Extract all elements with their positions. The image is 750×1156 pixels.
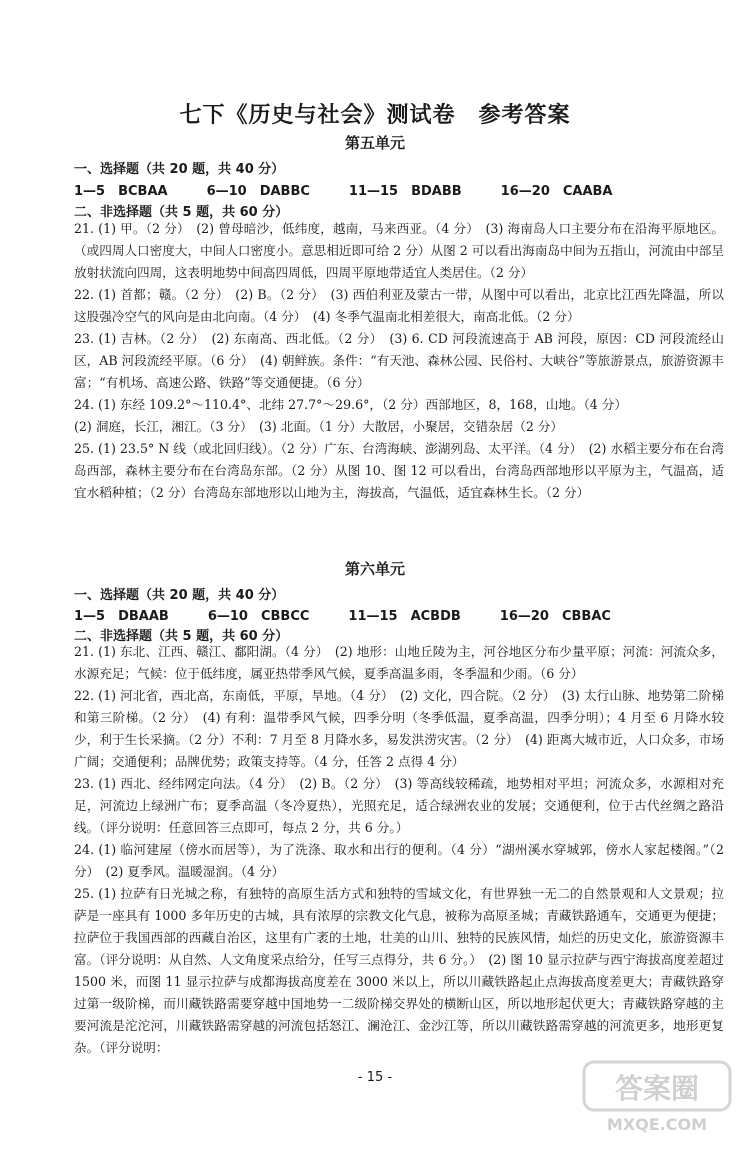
unit5-choice-section: 一、选择题（共 20 题，共 40 分） [74, 162, 285, 177]
unit5-q21: 21. (1) 甲。（2 分） (2) 曾母暗沙，低纬度，越南，马来西亚。（4 分） (3) 海南岛人口主要分布在沿海平原地区。（或四周人口密度大，中间人口密度小。意思相近即可给 2 分）从图 2 可以看出海南岛中间为五指山，河流由中部呈放射状流向四周，这表明地势中间高四周低，四周平原地带适宜人类居住。（2 分） [74, 221, 724, 280]
unit5-choice-answers: 1—5 BCBAA 6—10 DABBC 11—15 BDABB 16—20 CAABA [74, 184, 613, 199]
unit6-q25: 25. (1) 拉萨有日光城之称，有独特的高原生活方式和独特的雪域文化，有世界独一无二的自然景观和人文景观；拉萨是一座具有 1000 多年历史的古城，具有浓厚的宗教文化气息，被称为高原圣城；青藏铁路通车，交通更为便捷；拉萨位于我国西部的西藏自治区，这里有广袤的土地，壮美的山川、独特的民族风情，灿烂的历史文化，旅游资源丰富。（评分说明：从自然、人文角度采点给分，任写三点得分，共 6 分。） (2) 图 10 显示拉萨与西宁海拔高度差超过 1500 米，而图 11 显示拉萨与成都海拔高度差在 3000 米以上，所以川藏铁路起止点海拔高度差更大；青藏铁路穿过第一级阶梯，而川藏铁路需要穿越中国地势一二级阶梯交界处的横断山区，所以地形起伏更大；青藏铁路穿越的主要河流是沱沱河，川藏铁路需穿越的河流包括怒江、澜沧江、金沙江等，所以川藏铁路需穿越的河流更多，地形更复杂。（评分说明： [74, 886, 724, 1055]
unit6-q22: 22. (1) 河北省，西北高，东南低，平原，旱地。（4 分） (2) 文化，四合院。（2 分） (3) 太行山脉、地势第二阶梯和第三阶梯。（2 分） (4) 有利：温带季风气候，四季分明（冬季低温，夏季高温，四季分明）；4 月至 6 月降水较少，利于生长采摘。（2 分）不利：7 月至 8 月降水多，易发洪涝灾害。（2 分） (4) 距离大城市近，人口众多，市场广阔；交通便利；品牌优势；政策支持等。（4 分，任答 2 点得 4 分） [74, 688, 724, 769]
unit5-answers [74, 218, 724, 504]
watermark-bottom-text: MXQE.COM [606, 1115, 708, 1134]
unit6-heading: 第六单元 [344, 560, 405, 578]
unit6-q21: 21. (1) 东北、江西、赣江、鄱阳湖。（4 分） (2) 地形：山地丘陵为主，河谷地区分布少量平原；河流：河流众多，水源充足；气候：位于低纬度，属亚热带季风气候，夏季高温多雨，冬季温和少雨。（6 分） [74, 644, 724, 681]
unit6-nonchoice-section: 二、非选择题（共 5 题，共 60 分） [74, 629, 289, 644]
page-number: - 15 - [357, 1070, 393, 1085]
unit5-heading: 第五单元 [344, 134, 405, 152]
unit5-nonchoice-section: 二、非选择题（共 5 题，共 60 分） [74, 205, 289, 220]
unit5-q24b: (2) 洞庭，长江，湘江。（3 分） (3) 北面。（1 分）大散居，小聚居，交错杂居（2 分） [74, 419, 564, 434]
unit5-q25: 25. (1) 23.5° N 线（或北回归线）。（2 分）广东、台湾海峡、澎湖列岛、太平洋。（4 分） (2) 水稻主要分布在台湾岛西部，森林主要分布在台湾岛东部。（2 分）从图 10、图 12 可以看出，台湾岛西部地形以平原为主，气温高，适宜水稻种植；（2 分）台湾岛东部地形以山地为主，海拔高，气温低，适宜森林生长。（2 分） [74, 441, 724, 500]
unit6-q23: 23. (1) 西北、经纬网定向法。（4 分） (2) B。（2 分） (3) 等高线较稀疏，地势相对平坦；河流众多，水源相对充足，河流边上绿洲广布；夏季高温（冬冷夏热），光照充足，适合绿洲农业的发展；交通便利，位于古代丝绸之路沿线。（评分说明：任意回答三点即可，每点 2 分，共 6 分。） [74, 776, 724, 835]
watermark-logo [582, 1056, 732, 1136]
unit6-choice-answers: 1—5 DBAAB 6—10 CBBCC 11—15 ACBDB 16—20 CBBAC [74, 609, 611, 624]
unit5-q22: 22. (1) 首都；赣。（2 分） (2) B。（2 分） (3) 西伯利亚及蒙古一带，从图中可以看出，北京比江西先降温，所以这股强冷空气的风向是由北向南。（4 分） (4) 冬季气温南北相差很大，南高北低。（2 分） [74, 287, 724, 324]
unit6-choice-section: 一、选择题（共 20 题，共 40 分） [74, 588, 285, 603]
unit6-q24: 24. (1) 临河建屋（傍水而居等），为了洗涤、取水和出行的便利。（4 分）“湖州溪水穿城郭，傍水人家起楼阁。”（2 分） (2) 夏季风。温暖湿润。（4 分） [74, 842, 724, 879]
watermark-top-text: 答案圈 [614, 1072, 700, 1105]
unit6-answers [74, 641, 724, 1059]
page-title: 七下《历史与社会》测试卷 参考答案 [179, 103, 571, 128]
unit5-q23: 23. (1) 吉林。（2 分） (2) 东南高、西北低。（2 分） (3) 6. CD 河段流速高于 AB 河段，原因：CD 河段流经山区，AB 河段流经平原。（6 分） (4) 朝鲜族。条件：“有天池、森林公园、民俗村、大峡谷”等旅游景点，旅游资源丰富；“有机场、高速公路、铁路”等交通便捷。（6 分） [74, 331, 724, 390]
unit5-q24a: 24. (1) 东经 109.2°～110.4°、北纬 27.7°～29.6°，（2 分）西部地区，8，168，山地。（4 分） [74, 397, 627, 412]
